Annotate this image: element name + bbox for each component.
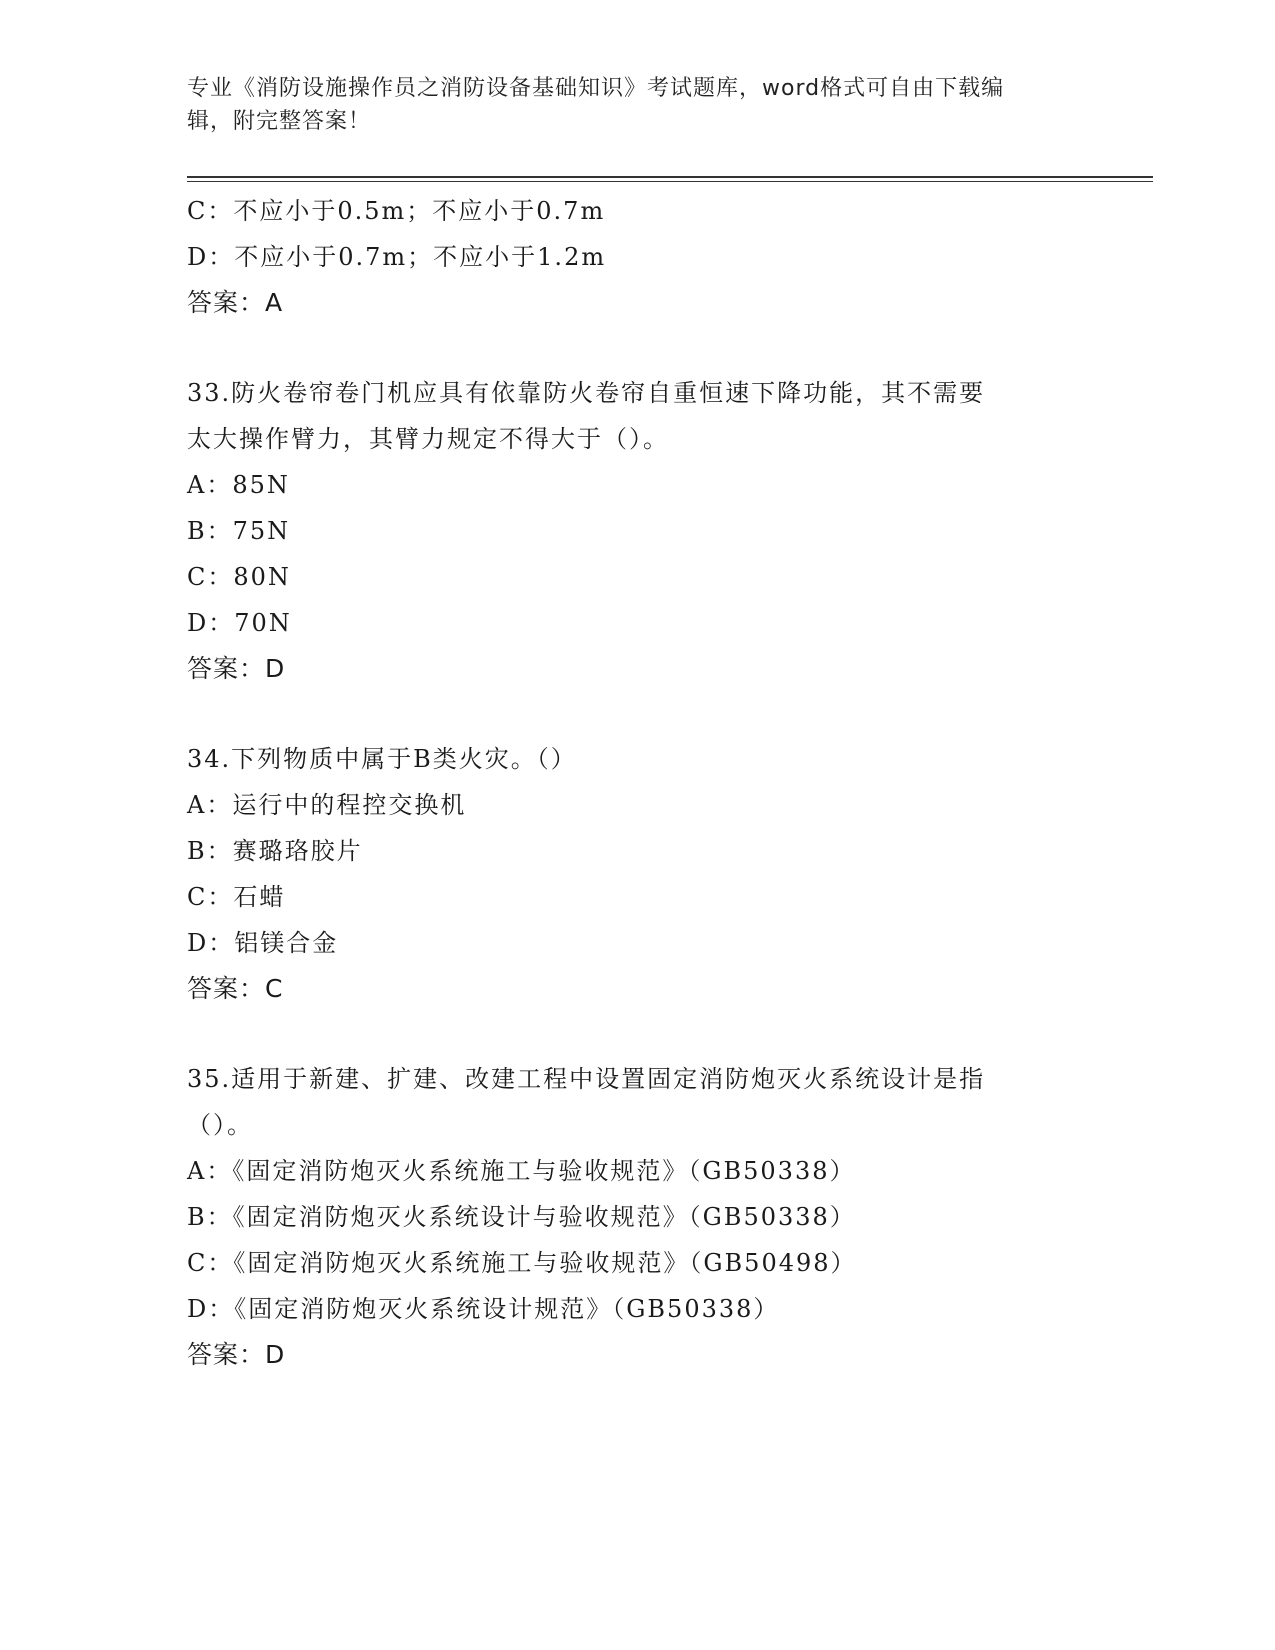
- header-rule-thick: [187, 176, 1153, 178]
- question-35: [187, 1056, 1087, 1378]
- header-line-1: 专业《消防设施操作员之消防设备基础知识》考试题库，word格式可自由下载编: [187, 76, 1005, 101]
- header-line-2: 辑，附完整答案！: [187, 109, 372, 134]
- question-text-line-1: 33.防火卷帘卷门机应具有依靠防火卷帘自重恒速下降功能，其不需要: [187, 379, 986, 407]
- question-32-continued: [187, 188, 1087, 326]
- answer-line: 答案：D: [187, 654, 286, 683]
- option-c: C：石蜡: [187, 883, 286, 911]
- answer-line: 答案：A: [187, 288, 284, 317]
- option-c: C：不应小于0.5m；不应小于0.7m: [187, 197, 606, 225]
- option-d: D：70N: [187, 609, 292, 637]
- answer-line: 答案：C: [187, 974, 284, 1003]
- option-b: B：赛璐珞胶片: [187, 837, 363, 865]
- page-header: [187, 72, 1067, 138]
- question-34: [187, 736, 1087, 1012]
- option-d: D：不应小于0.7m；不应小于1.2m: [187, 243, 607, 271]
- spacer: [187, 1012, 1087, 1056]
- spacer: [187, 692, 1087, 736]
- option-c: C：80N: [187, 563, 291, 591]
- option-a: A：85N: [187, 471, 290, 499]
- header-rule-thin: [187, 181, 1153, 182]
- question-list: [187, 188, 1087, 1378]
- question-text-line-2: 太大操作臂力，其臂力规定不得大于（）。: [187, 425, 669, 453]
- question-text-line-1: 34.下列物质中属于B类火灾。（）: [187, 745, 577, 773]
- option-a: A：《固定消防炮灭火系统施工与验收规范》（GB50338）: [187, 1157, 856, 1185]
- option-b: B：75N: [187, 517, 291, 545]
- question-text-line-2: （）。: [187, 1111, 253, 1139]
- question-text-line-1: 35.适用于新建、扩建、改建工程中设置固定消防炮灭火系统设计是指: [187, 1065, 986, 1093]
- question-33: [187, 370, 1087, 692]
- option-a: A：运行中的程控交换机: [187, 791, 467, 819]
- option-d: D：铝镁合金: [187, 929, 339, 957]
- option-c: C：《固定消防炮灭火系统施工与验收规范》（GB50498）: [187, 1249, 857, 1277]
- spacer: [187, 326, 1087, 370]
- option-d: D：《固定消防炮灭火系统设计规范》（GB50338）: [187, 1295, 780, 1323]
- option-b: B：《固定消防炮灭火系统设计与验收规范》（GB50338）: [187, 1203, 856, 1231]
- answer-line: 答案：D: [187, 1340, 286, 1369]
